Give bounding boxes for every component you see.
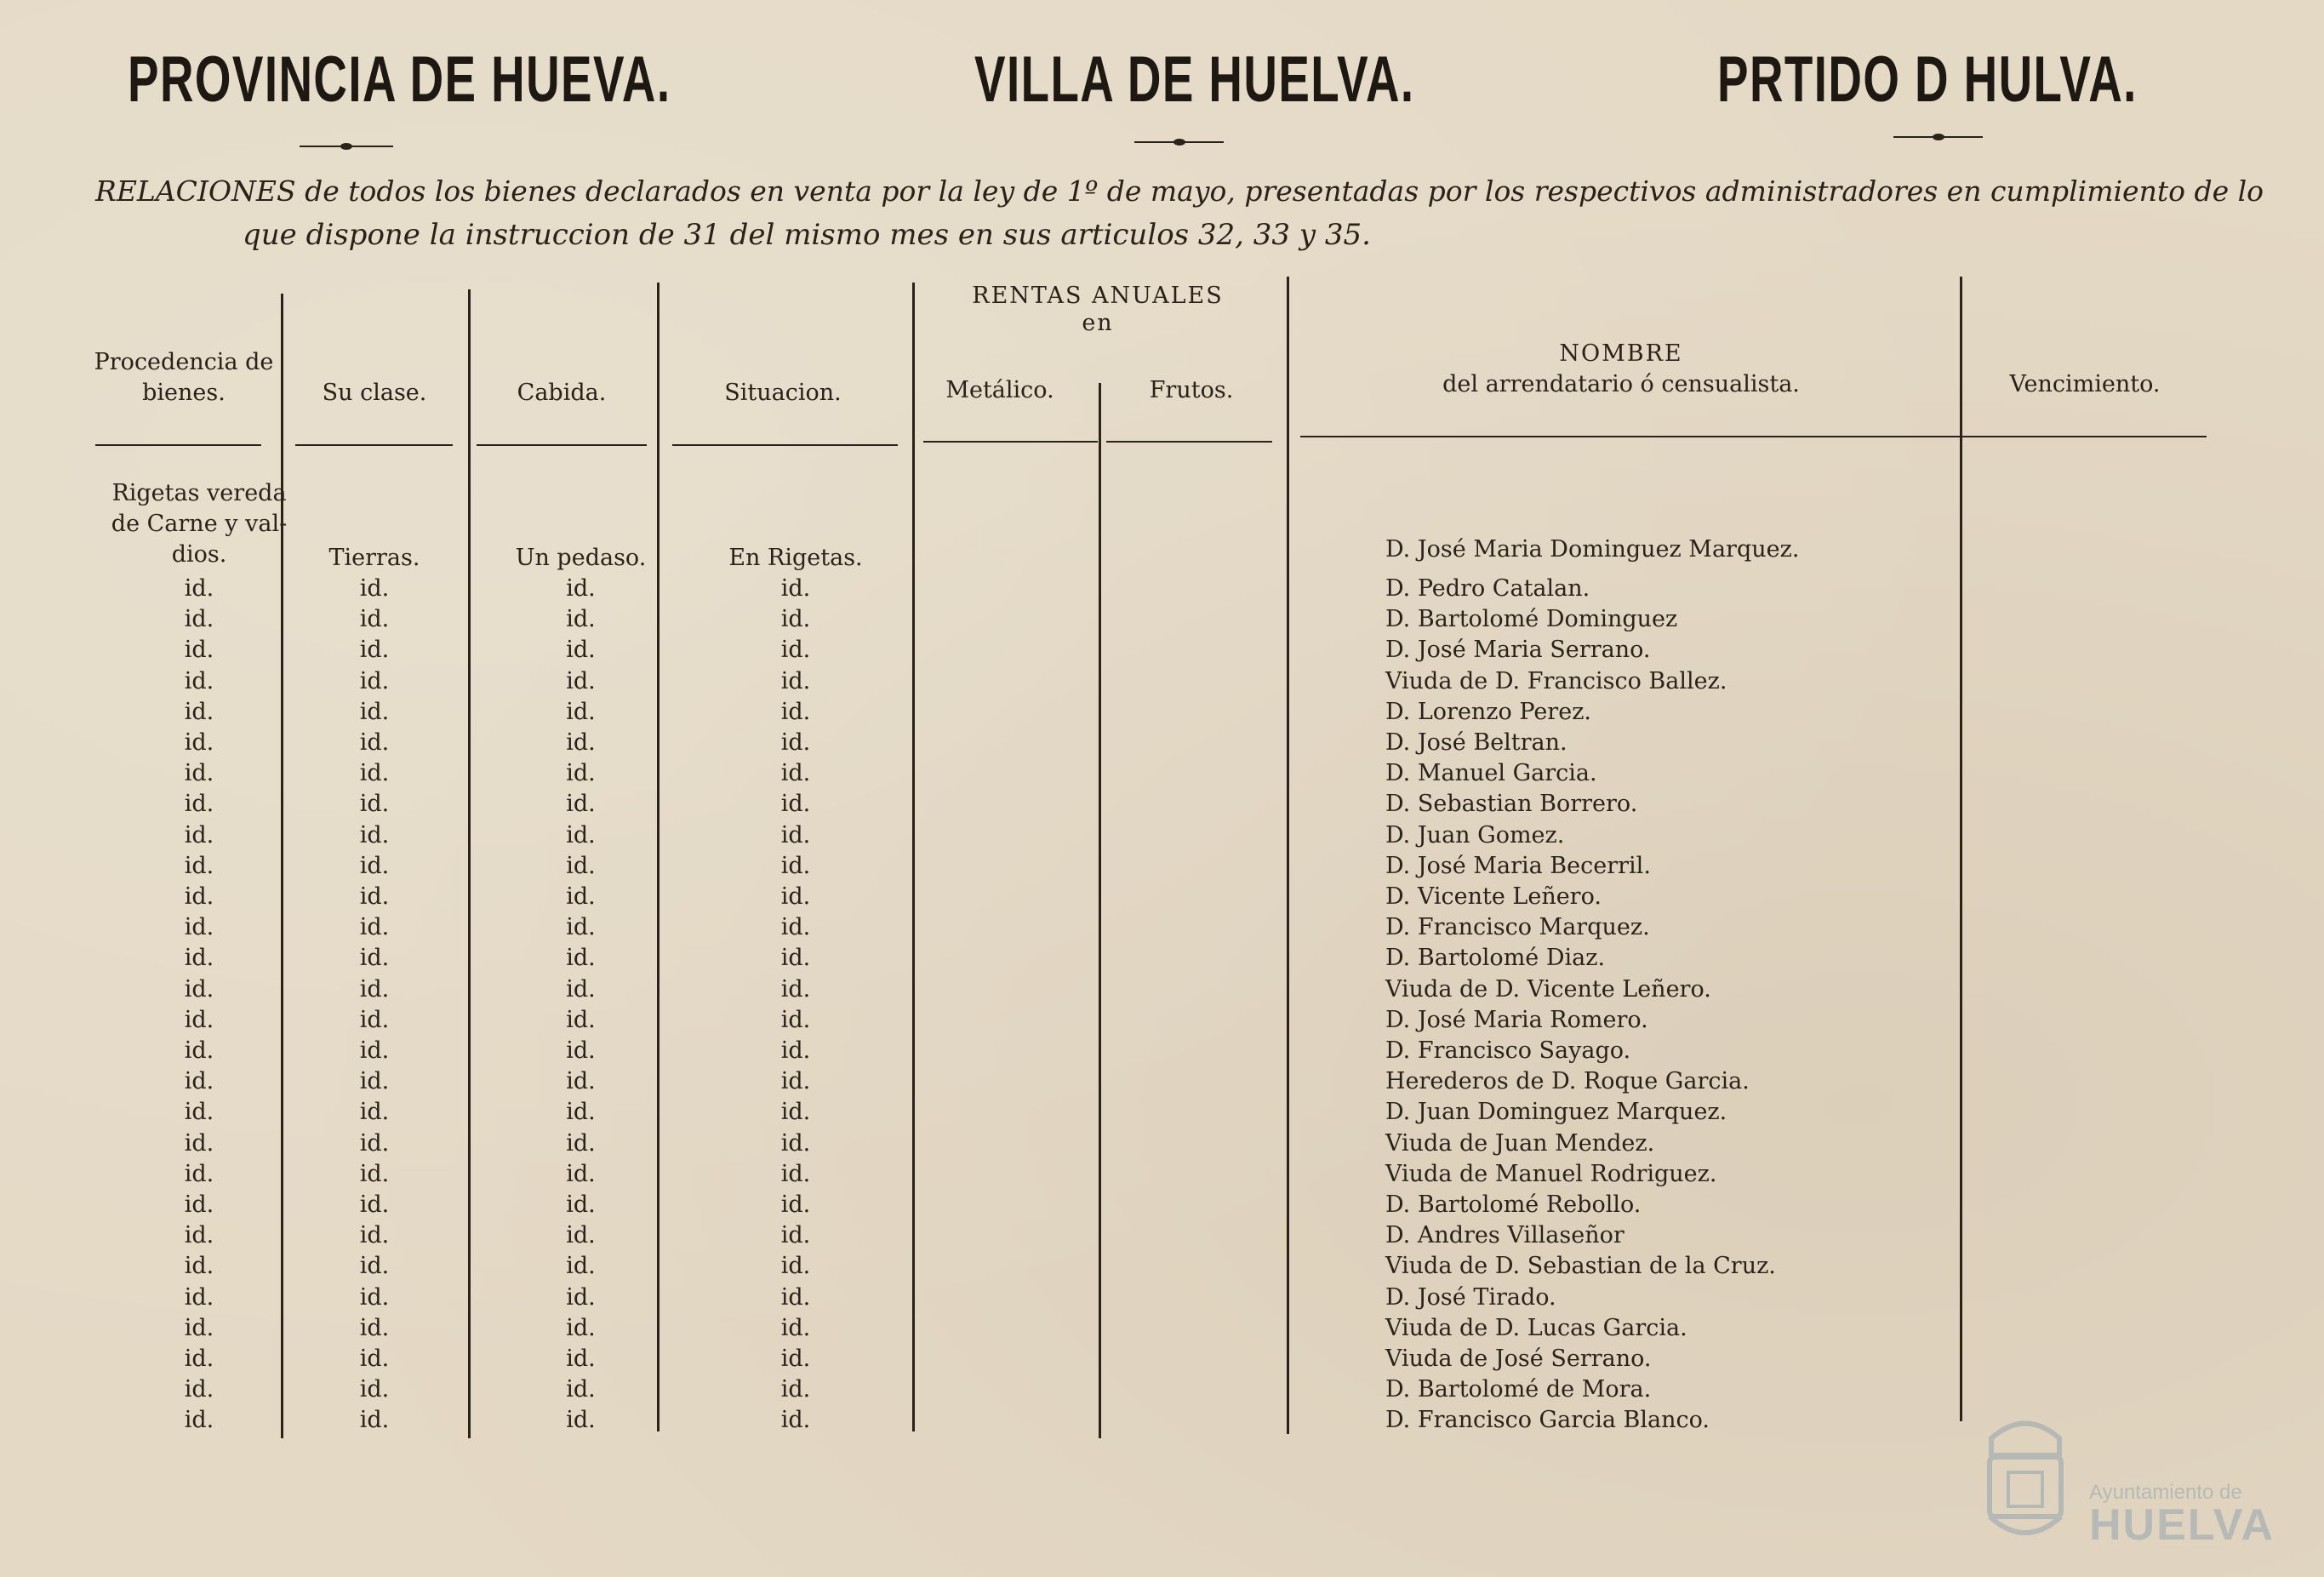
cell-situacion: id. <box>780 637 811 664</box>
table-row <box>0 1220 2324 1251</box>
cell-su-clase: id. <box>359 606 390 633</box>
cell-procedencia: id. <box>184 1160 214 1187</box>
table-row <box>0 1005 2324 1036</box>
header-rule <box>672 444 898 446</box>
cell-procedencia: id. <box>184 1129 214 1157</box>
cell-nombre: D. Andres Villaseñor <box>1385 1222 1625 1249</box>
cell-cabida: id. <box>566 975 596 1003</box>
cell-procedencia: id. <box>184 1346 214 1372</box>
cell-cabida: id. <box>566 667 596 694</box>
col-header-frutos: Frutos. <box>1149 377 1234 403</box>
table-row <box>0 1283 2324 1313</box>
cell-su-clase: id. <box>359 1253 390 1280</box>
table-row <box>0 943 2324 974</box>
cell-nombre: Viuda de Manuel Rodriguez. <box>1385 1160 1717 1187</box>
cell-procedencia: id. <box>184 1037 214 1064</box>
cell-situacion: id. <box>780 821 811 848</box>
cell-nombre: D. José Beltran. <box>1385 729 1567 756</box>
cell-su-clase: id. <box>359 791 390 818</box>
cell-procedencia: id. <box>184 1314 214 1341</box>
cell-procedencia: id. <box>184 821 214 848</box>
col-header-metalico: Metálico. <box>945 377 1054 403</box>
cell-su-clase: id. <box>359 1222 390 1249</box>
cell-nombre: Viuda de D. Lucas Garcia. <box>1385 1314 1687 1341</box>
cell-nombre: D. Bartolomé de Mora. <box>1385 1376 1652 1403</box>
cell-cabida: id. <box>566 1222 596 1249</box>
cell-cabida: id. <box>566 1283 596 1311</box>
cell-cabida: id. <box>566 1037 596 1064</box>
cell-cabida: id. <box>566 575 596 602</box>
header-rule <box>295 444 453 446</box>
cell-situacion: id. <box>780 1407 811 1434</box>
table-row <box>0 666 2324 697</box>
table-row <box>0 697 2324 728</box>
cell-nombre: D. Francisco Garcia Blanco. <box>1385 1407 1710 1434</box>
cell-situacion: id. <box>780 1253 811 1280</box>
cell-situacion: id. <box>780 1222 811 1249</box>
cell-nombre: Viuda de José Serrano. <box>1385 1346 1652 1372</box>
cell-nombre: D. Juan Gomez. <box>1385 821 1565 848</box>
cell-nombre: Viuda de Juan Mendez. <box>1385 1129 1655 1157</box>
cell-cabida: id. <box>566 791 596 818</box>
cell-nombre: D. José Tirado. <box>1385 1283 1556 1311</box>
ayuntamiento-watermark <box>1974 1404 2281 1549</box>
cell-nombre: D. José Maria Dominguez Marquez. <box>1385 536 1800 563</box>
cell-procedencia: id. <box>184 1376 214 1403</box>
cell-situacion: id. <box>780 1314 811 1341</box>
cell-nombre: D. Bartolomé Rebollo. <box>1385 1191 1642 1218</box>
cell-procedencia: id. <box>184 1068 214 1095</box>
cell-cabida: id. <box>566 606 596 633</box>
cell-cabida: id. <box>566 1068 596 1095</box>
cell-su-clase: id. <box>359 1283 390 1311</box>
col-header-cabida: Cabida. <box>517 380 607 406</box>
cell-cabida: id. <box>566 1253 596 1280</box>
cell-cabida: Un pedaso. <box>515 545 647 571</box>
row-first-procedencia: Rigetas vereda de Carne y val- dios. <box>111 480 288 568</box>
cell-su-clase: Tierras. <box>328 545 420 571</box>
cell-su-clase: id. <box>359 914 390 941</box>
table-row <box>0 728 2324 758</box>
table-row <box>0 851 2324 882</box>
cell-procedencia: id. <box>184 760 214 787</box>
cell-situacion: id. <box>780 698 811 725</box>
cell-situacion: id. <box>780 975 811 1003</box>
header-rule <box>923 441 1098 443</box>
cell-cabida: id. <box>566 637 596 664</box>
cell-cabida: id. <box>566 1407 596 1434</box>
cell-situacion: id. <box>780 852 811 879</box>
table-row <box>0 1190 2324 1220</box>
cell-nombre: Viuda de D. Vicente Leñero. <box>1385 975 1711 1003</box>
cell-nombre: D. Juan Dominguez Marquez. <box>1385 1099 1727 1126</box>
cell-procedencia: id. <box>184 575 214 602</box>
cell-nombre: D. Francisco Marquez. <box>1385 914 1650 941</box>
header-ornament-left <box>300 143 393 150</box>
cell-situacion: id. <box>780 883 811 910</box>
cell-procedencia: id. <box>184 667 214 694</box>
cell-su-clase: id. <box>359 575 390 602</box>
cell-nombre: D. Bartolomé Diaz. <box>1385 945 1606 972</box>
cell-su-clase: id. <box>359 883 390 910</box>
col-header-situacion: Situacion. <box>724 380 842 406</box>
cell-cabida: id. <box>566 1314 596 1341</box>
cell-cabida: id. <box>566 945 596 972</box>
cell-cabida: id. <box>566 698 596 725</box>
cell-nombre: D. José Maria Becerril. <box>1385 852 1651 879</box>
cell-nombre: Viuda de D. Sebastian de la Cruz. <box>1385 1253 1776 1280</box>
cell-situacion: id. <box>780 1191 811 1218</box>
cell-situacion: id. <box>780 1099 811 1126</box>
cell-cabida: id. <box>566 1160 596 1187</box>
cell-situacion: id. <box>780 575 811 602</box>
table-row <box>0 1251 2324 1282</box>
cell-procedencia: id. <box>184 1407 214 1434</box>
cell-su-clase: id. <box>359 945 390 972</box>
cell-procedencia: id. <box>184 1006 214 1033</box>
cell-nombre: Herederos de D. Roque Garcia. <box>1385 1068 1750 1095</box>
cell-su-clase: id. <box>359 1068 390 1095</box>
cell-nombre: D. Bartolomé Dominguez <box>1385 606 1678 633</box>
table-row <box>0 536 2324 574</box>
header-rule <box>477 444 647 446</box>
cell-procedencia: id. <box>184 914 214 941</box>
header-ornament-right <box>1893 134 1983 140</box>
cell-nombre: D. Sebastian Borrero. <box>1385 791 1638 818</box>
cell-cabida: id. <box>566 1376 596 1403</box>
cell-nombre: D. José Maria Serrano. <box>1385 637 1651 664</box>
cell-procedencia: id. <box>184 1191 214 1218</box>
cell-cabida: id. <box>566 1346 596 1372</box>
cell-cabida: id. <box>566 729 596 756</box>
table-row <box>0 820 2324 851</box>
cell-su-clase: id. <box>359 1037 390 1064</box>
table-row <box>0 1159 2324 1190</box>
table-row <box>0 1066 2324 1097</box>
cell-cabida: id. <box>566 1129 596 1157</box>
table-row <box>0 974 2324 1005</box>
cell-situacion: id. <box>780 1160 811 1187</box>
cell-situacion: id. <box>780 1283 811 1311</box>
cell-situacion: id. <box>780 945 811 972</box>
cell-su-clase: id. <box>359 1099 390 1126</box>
cell-su-clase: id. <box>359 1160 390 1187</box>
table-row <box>0 1128 2324 1159</box>
table-row <box>0 882 2324 912</box>
cell-procedencia: id. <box>184 1253 214 1280</box>
cell-nombre: Viuda de D. Francisco Ballez. <box>1385 667 1727 694</box>
header-rule <box>95 444 261 446</box>
header-villa: VILLA DE HUELVA. <box>974 43 1415 116</box>
coat-of-arms-icon <box>1974 1404 2076 1549</box>
watermark-line-2: HUELVA <box>2089 1500 2275 1550</box>
cell-procedencia: id. <box>184 852 214 879</box>
cell-situacion: id. <box>780 1376 811 1403</box>
intro-line-1: RELACIONES de todos los bienes declarados en venta por la ley de 1º de mayo, presentadas por los respectivos administradores en cumplimiento de lo <box>95 174 2264 208</box>
cell-procedencia: id. <box>184 975 214 1003</box>
cell-su-clase: id. <box>359 1191 390 1218</box>
cell-situacion: id. <box>780 1006 811 1033</box>
cell-cabida: id. <box>566 1191 596 1218</box>
cell-procedencia: id. <box>184 637 214 664</box>
cell-procedencia: id. <box>184 791 214 818</box>
cell-situacion: id. <box>780 914 811 941</box>
table-row <box>0 604 2324 635</box>
col-header-nombre: NOMBRE del arrendatario ó censualista. <box>1442 340 1800 397</box>
col-header-su-clase: Su clase. <box>322 380 427 406</box>
table-row <box>0 758 2324 789</box>
table-row <box>0 1097 2324 1128</box>
cell-su-clase: id. <box>359 637 390 664</box>
cell-cabida: id. <box>566 883 596 910</box>
cell-cabida: id. <box>566 1006 596 1033</box>
cell-procedencia: id. <box>184 945 214 972</box>
cell-procedencia: id. <box>184 883 214 910</box>
cell-cabida: id. <box>566 852 596 879</box>
cell-situacion: id. <box>780 1129 811 1157</box>
cell-situacion: En Rigetas. <box>728 545 863 571</box>
cell-su-clase: id. <box>359 1129 390 1157</box>
cell-nombre: D. Lorenzo Perez. <box>1385 698 1591 725</box>
cell-procedencia: id. <box>184 1222 214 1249</box>
intro-line-2: que dispone la instruccion de 31 del mismo mes en sus articulos 32, 33 y 35. <box>243 218 1371 252</box>
table-row <box>0 1036 2324 1066</box>
cell-su-clase: id. <box>359 1376 390 1403</box>
table-row <box>0 574 2324 604</box>
cell-su-clase: id. <box>359 667 390 694</box>
col-header-rentas-anuales: RENTAS ANUALES en <box>972 283 1224 336</box>
cell-nombre: D. José Maria Romero. <box>1385 1006 1648 1033</box>
cell-procedencia: id. <box>184 1099 214 1126</box>
table-row <box>0 1374 2324 1405</box>
table-row <box>0 1313 2324 1344</box>
cell-situacion: id. <box>780 667 811 694</box>
cell-situacion: id. <box>780 1037 811 1064</box>
table-row <box>0 912 2324 943</box>
cell-su-clase: id. <box>359 1407 390 1434</box>
cell-situacion: id. <box>780 606 811 633</box>
cell-procedencia: id. <box>184 1283 214 1311</box>
cell-situacion: id. <box>780 760 811 787</box>
table-row <box>0 635 2324 666</box>
cell-su-clase: id. <box>359 698 390 725</box>
cell-procedencia: id. <box>184 729 214 756</box>
cell-situacion: id. <box>780 729 811 756</box>
cell-su-clase: id. <box>359 1346 390 1372</box>
table-row <box>0 789 2324 820</box>
cell-situacion: id. <box>780 791 811 818</box>
cell-cabida: id. <box>566 821 596 848</box>
header-provincia: PROVINCIA DE HUEVA. <box>128 43 671 116</box>
cell-su-clase: id. <box>359 729 390 756</box>
cell-nombre: D. Pedro Catalan. <box>1385 575 1590 602</box>
cell-cabida: id. <box>566 760 596 787</box>
col-header-procedencia: Procedencia de bienes. <box>94 349 274 406</box>
col-header-vencimiento: Vencimiento. <box>2009 371 2161 397</box>
cell-su-clase: id. <box>359 975 390 1003</box>
header-partido: PRTIDO D HULVA. <box>1717 43 2138 116</box>
cell-nombre: D. Vicente Leñero. <box>1385 883 1602 910</box>
cell-situacion: id. <box>780 1346 811 1372</box>
cell-procedencia: id. <box>184 698 214 725</box>
cell-procedencia: id. <box>184 606 214 633</box>
cell-su-clase: id. <box>359 760 390 787</box>
cell-su-clase: id. <box>359 821 390 848</box>
header-rule <box>1300 436 2207 437</box>
cell-su-clase: id. <box>359 1314 390 1341</box>
cell-cabida: id. <box>566 1099 596 1126</box>
cell-su-clase: id. <box>359 1006 390 1033</box>
cell-situacion: id. <box>780 1068 811 1095</box>
cell-cabida: id. <box>566 914 596 941</box>
header-ornament-center <box>1134 139 1224 146</box>
watermark-line-1: Ayuntamiento de <box>2089 1481 2242 1504</box>
table-row <box>0 1344 2324 1374</box>
cell-su-clase: id. <box>359 852 390 879</box>
header-rule <box>1106 441 1272 443</box>
cell-nombre: D. Manuel Garcia. <box>1385 760 1597 787</box>
cell-nombre: D. Francisco Sayago. <box>1385 1037 1631 1064</box>
